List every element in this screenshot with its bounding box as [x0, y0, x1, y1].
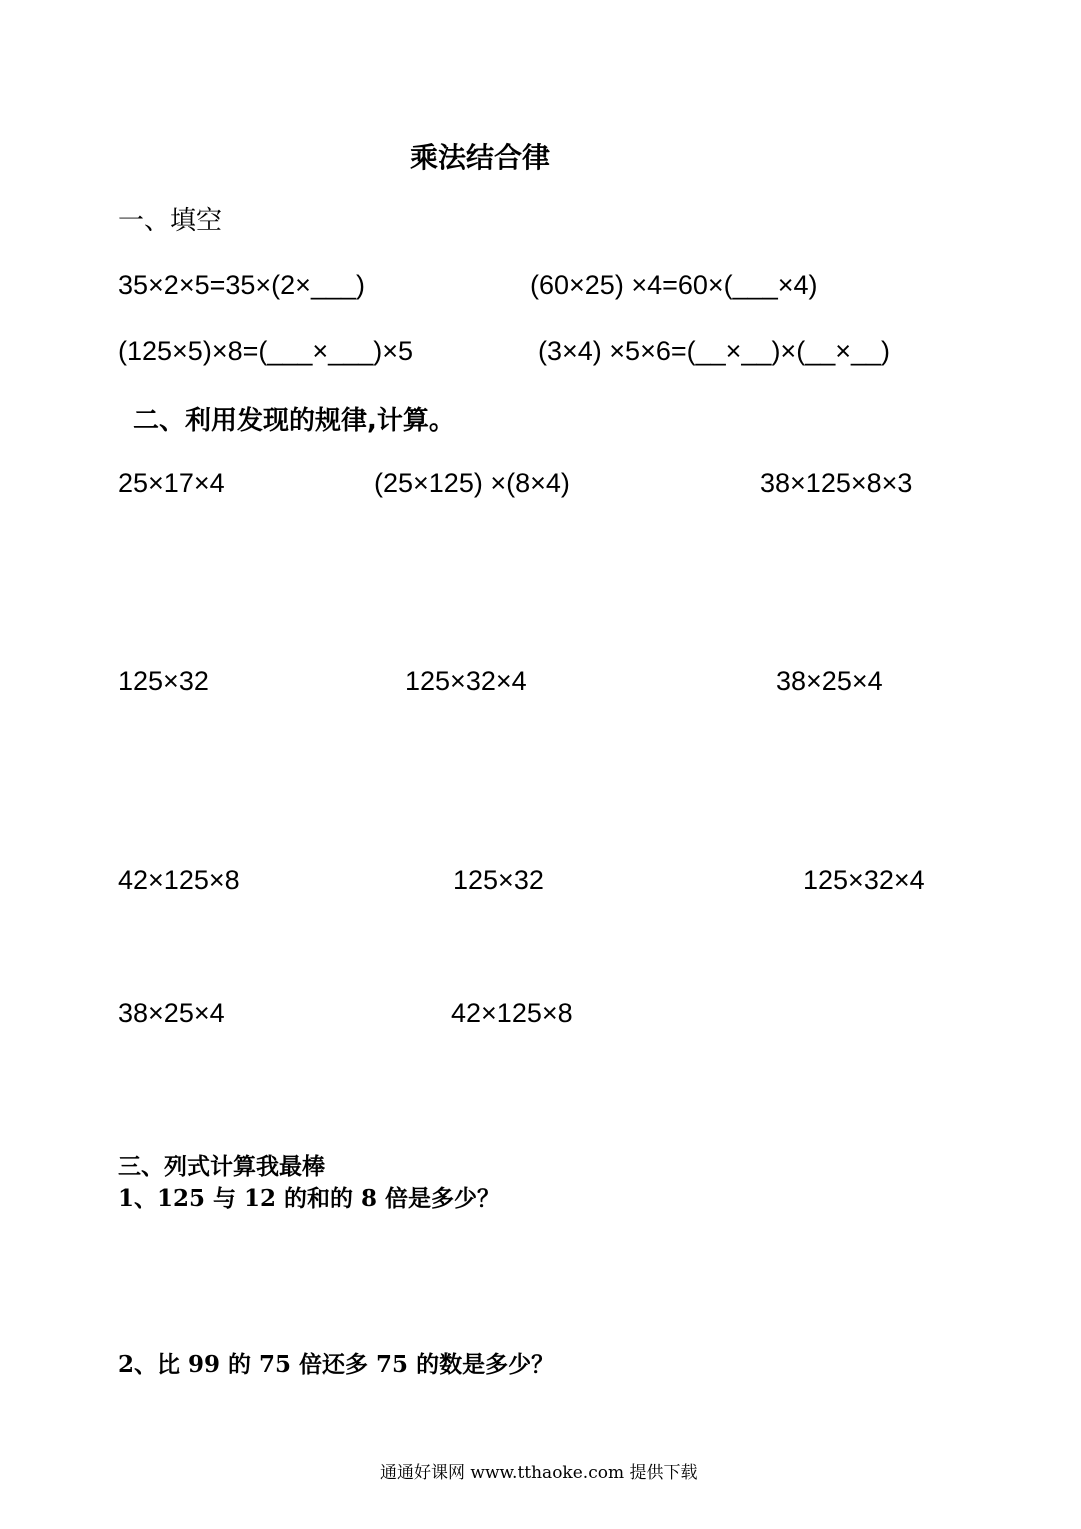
calc-problem: 125×32 — [453, 865, 544, 895]
calc-problem: (25×125) ×(8×4) — [374, 468, 570, 498]
calc-problem: 38×25×4 — [118, 998, 225, 1028]
fill-blank-item: (125×5)×8=(___×___)×5 — [118, 336, 413, 366]
section1-heading: 一、填空 — [118, 206, 223, 236]
section2-heading: 二、利用发现的规律,计算。 — [133, 406, 455, 436]
fill-blank-item: 35×2×5=35×(2×___) — [118, 270, 365, 300]
calc-problem: 125×32 — [118, 666, 209, 696]
page-title: 乘法结合律 — [410, 141, 551, 174]
word-problem: 1、125 与 12 的和的 8 倍是多少？ — [118, 1185, 501, 1212]
calc-problem: 42×125×8 — [451, 998, 573, 1028]
footer-credit: 通通好课网 www.tthaoke.com 提供下载 — [380, 1463, 698, 1483]
calc-problem: 38×125×8×3 — [760, 468, 913, 498]
fill-blank-item: (3×4) ×5×6=(__×__)×(__×__) — [538, 336, 891, 366]
calc-problem: 25×17×4 — [118, 468, 225, 498]
calc-problem: 125×32×4 — [405, 666, 527, 696]
section3-heading: 三、列式计算我最棒 — [118, 1153, 325, 1180]
word-problem: 2、比 99 的 75 倍还多 75 的数是多少？ — [118, 1351, 555, 1378]
calc-problem: 125×32×4 — [803, 865, 925, 895]
calc-problem: 38×25×4 — [776, 666, 883, 696]
fill-blank-item: (60×25) ×4=60×(___×4) — [530, 270, 818, 300]
calc-problem: 42×125×8 — [118, 865, 240, 895]
